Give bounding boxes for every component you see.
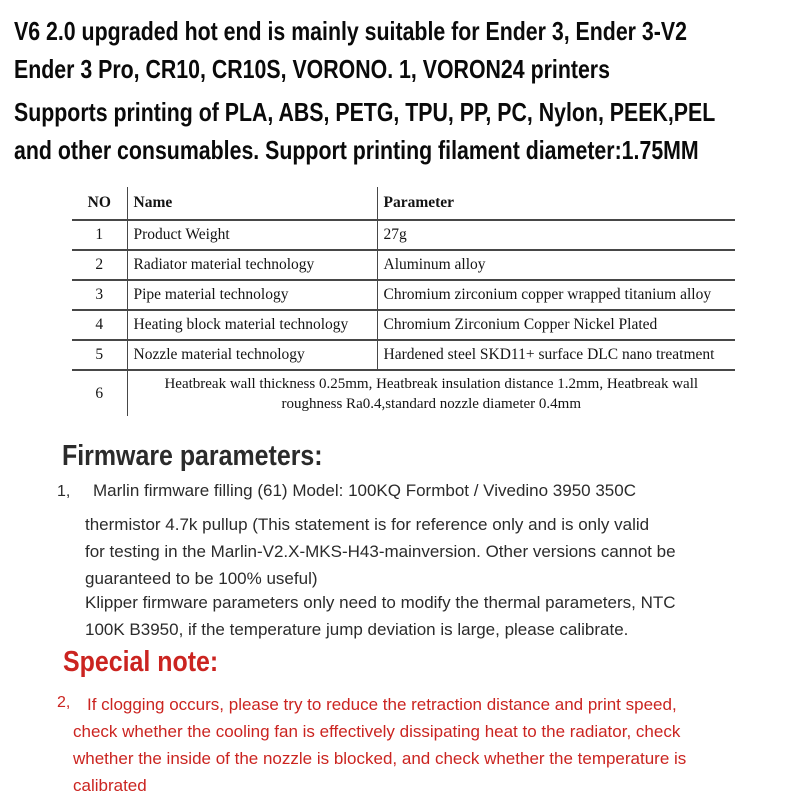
special-note-item — [57, 691, 687, 799]
paragraph-line: 100K B3950, if the temperature jump deviation is large, please calibrate. — [85, 620, 629, 639]
cell-parameter: Chromium zirconium copper wrapped titanium alloy — [377, 280, 735, 310]
cell-name: Product Weight — [127, 220, 377, 250]
paragraph-line: thermistor 4.7k pullup (This statement is for reference only and is only valid — [85, 515, 650, 534]
cell-name: Heating block material technology — [127, 310, 377, 340]
paragraph-line: for testing in the Marlin-V2.X-MKS-H43-mainversion. Other versions cannot be — [85, 542, 676, 561]
cell-name: Nozzle material technology — [127, 340, 377, 370]
list-marker: 2, — [57, 694, 71, 711]
table-row — [72, 310, 735, 340]
table-row — [72, 250, 735, 280]
cell-no: 6 — [95, 384, 104, 402]
cell-parameter: Chromium Zirconium Copper Nickel Plated — [377, 310, 735, 340]
paragraph-line: guaranteed to be 100% useful) — [85, 569, 318, 588]
intro-line: and other consumables. Support printing filament diameter:1.75MM — [14, 135, 699, 165]
intro-line: Supports printing of PLA, ABS, PETG, TPU, PP, PC, Nylon, PEEK,PEL — [14, 97, 716, 127]
table-row — [72, 280, 735, 310]
table-header-row — [72, 187, 735, 220]
firmware-parameters-heading: Firmware parameters: — [62, 440, 323, 472]
list-marker: 1, — [57, 483, 71, 500]
materials-paragraph — [14, 93, 800, 169]
col-header-name: Name — [127, 187, 377, 220]
cell-no: 5 — [72, 340, 127, 370]
special-note-line: whether the inside of the nozzle is blocked, and check whether the temperature is — [73, 749, 687, 768]
firmware-item-text: Marlin firmware filling (61) Model: 100KQ Formbot / Vivedino 3950 350C — [93, 481, 636, 500]
cell-name: Pipe material technology — [127, 280, 377, 310]
paragraph-line: Klipper firmware parameters only need to modify the thermal parameters, NTC — [85, 593, 676, 612]
table-row-merged — [72, 370, 735, 416]
col-header-no: NO — [72, 187, 127, 220]
compatibility-paragraph — [14, 12, 800, 88]
cell-no: 3 — [72, 280, 127, 310]
table-row — [72, 340, 735, 370]
special-note-heading: Special note: — [63, 646, 219, 678]
special-note-line: calibrated — [73, 776, 147, 795]
special-note-line: If clogging occurs, please try to reduce the retraction distance and print speed, — [87, 695, 677, 714]
intro-line: Ender 3 Pro, CR10, CR10S, VORONO. 1, VORON24 printers — [14, 54, 610, 84]
intro-line: V6 2.0 upgraded hot end is mainly suitable for Ender 3, Ender 3-V2 — [14, 16, 687, 46]
thermistor-note-paragraph — [85, 511, 676, 592]
merged-line: roughness Ra0.4,standard nozzle diameter 0.4mm — [281, 395, 581, 412]
col-header-parameter: Parameter — [377, 187, 735, 220]
spec-table — [72, 187, 735, 416]
cell-parameter: Hardened steel SKD11+ surface DLC nano treatment — [377, 340, 735, 370]
table-row — [72, 220, 735, 250]
cell-no: 1 — [72, 220, 127, 250]
cell-no: 4 — [72, 310, 127, 340]
cell-name: Radiator material technology — [127, 250, 377, 280]
firmware-list-item-1 — [57, 481, 636, 501]
cell-merged-heatbreak — [127, 370, 735, 416]
intro-section — [14, 12, 800, 169]
cell-parameter: 27g — [377, 220, 735, 250]
klipper-note-paragraph — [85, 589, 676, 643]
cell-no: 2 — [72, 250, 127, 280]
special-note-line: check whether the cooling fan is effectively dissipating heat to the radiator, check — [73, 722, 681, 741]
merged-line: Heatbreak wall thickness 0.25mm, Heatbreak insulation distance 1.2mm, Heatbreak wall — [164, 375, 699, 392]
cell-parameter: Aluminum alloy — [377, 250, 735, 280]
